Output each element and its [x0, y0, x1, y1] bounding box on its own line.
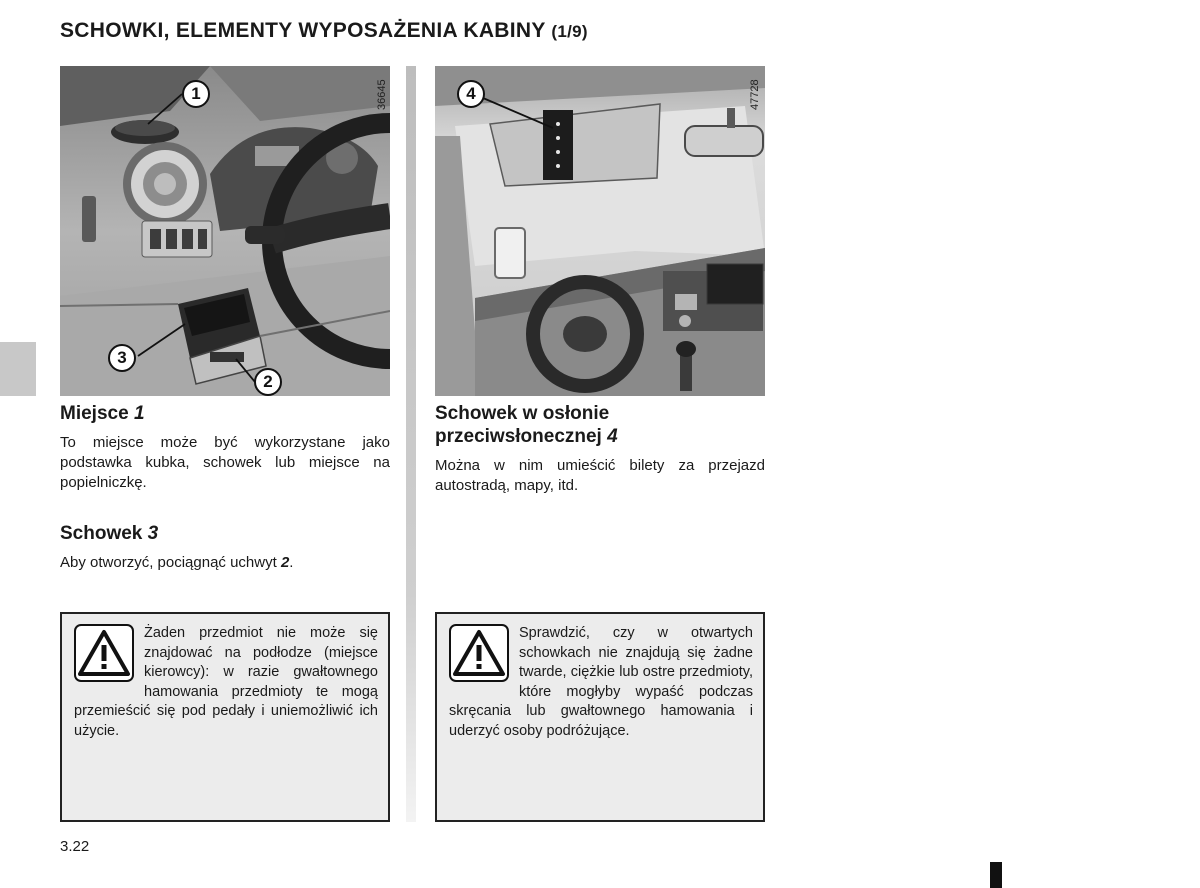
- page-title-text: SCHOWKI, ELEMENTY WYPOSAŻENIA KABINY: [60, 19, 546, 42]
- heading-ref: 3: [147, 523, 159, 544]
- text-miejsce: To miejsce może być wykorzystane jako podstawka kubka, schowek lub miejsce na popielniczkę.: [60, 434, 390, 491]
- text-part: .: [289, 554, 294, 571]
- heading-text: Schowek: [60, 523, 143, 544]
- warning-text: Sprawdzić, czy w otwartych schowkach nie znajdują się żadne twarde, ciężkie lub ostre przedmioty, które mogłyby wypaść podczas skręcania lub gwałtownego hamowania i uderzyć osoby podróżujące.: [449, 625, 753, 739]
- heading-text: Schowek w osłonie: [435, 403, 610, 424]
- warning-box-right: [435, 612, 765, 822]
- callout-4: 4: [457, 80, 485, 108]
- figure-code: 36645: [376, 79, 388, 110]
- warning-box-left: [60, 612, 390, 822]
- text-part: Aby otworzyć, pociągnąć uchwyt: [60, 554, 281, 571]
- dashboard-storage-illustration: [60, 66, 390, 396]
- page-number: 3.22: [60, 838, 90, 855]
- warning-triangle-icon: [449, 624, 509, 682]
- text-schowek: [60, 553, 390, 573]
- heading-text: przeciwsłonecznej: [435, 426, 602, 447]
- column-divider: [406, 66, 416, 822]
- heading-miejsce: [60, 402, 390, 425]
- callout-1: 1: [182, 80, 210, 108]
- sun-visor-illustration: [435, 66, 765, 396]
- callout-2: 2: [254, 368, 282, 396]
- heading-text: Miejsce: [60, 403, 129, 424]
- heading-schowek: [60, 522, 390, 545]
- heading-schowek-oslona: [435, 402, 775, 448]
- page-title-part: (1/9): [551, 22, 588, 41]
- warning-triangle-icon: [74, 624, 134, 682]
- callout-3: 3: [108, 344, 136, 372]
- heading-ref: 1: [133, 403, 145, 424]
- figure-code: 47728: [749, 79, 761, 110]
- page-title: [60, 19, 588, 43]
- chapter-tab: [0, 342, 36, 396]
- warning-text: Żaden przedmiot nie może się znajdować na podłodze (miejsce kierowcy): w razie gwałtownego hamowania przedmioty te mogą przemieścić się pod pedały i uniemożliwić ich użycie.: [74, 625, 378, 739]
- text-schowek-oslona: Można w nim umieścić bilety za przejazd autostradą, mapy, itd.: [435, 457, 765, 494]
- heading-ref: 4: [607, 426, 618, 447]
- thumb-index-mark: [990, 862, 1002, 888]
- text-ref: 2: [280, 554, 290, 571]
